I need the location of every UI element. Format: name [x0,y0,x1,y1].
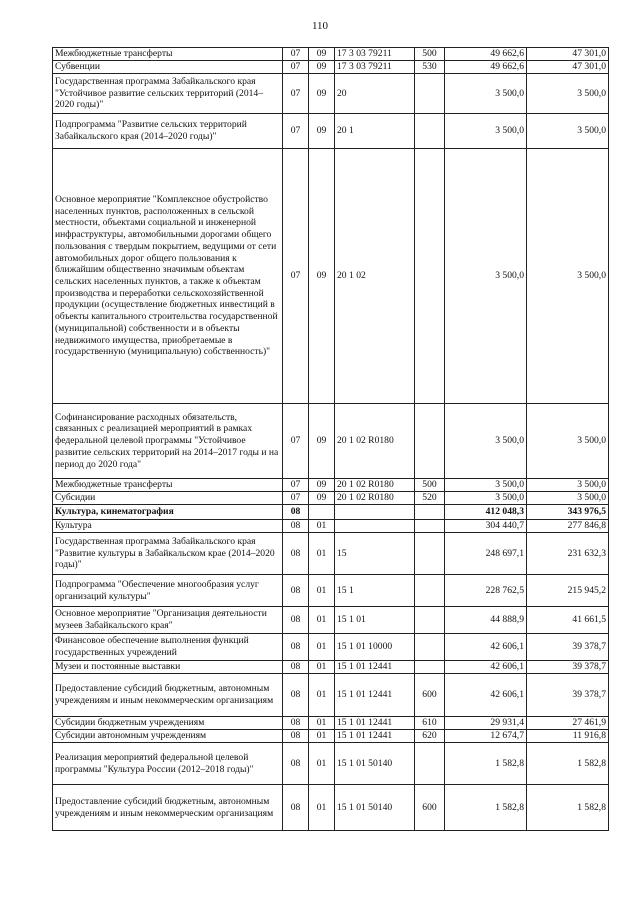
table-row [53,730,609,743]
row-target-article: 15 1 01 50140 [335,743,415,785]
row-name: Финансовое обеспечение выполнения функций государственных учреждений [53,634,283,661]
row-expense-type [415,533,445,575]
row-section: 07 [283,74,309,114]
row-name: Межбюджетные трансферты [53,48,283,61]
row-section: 08 [283,607,309,634]
table-row [53,717,609,730]
row-amount-year2: 277 846,8 [527,520,609,533]
row-expense-type [415,74,445,114]
row-section: 08 [283,634,309,661]
row-amount-year2: 39 378,7 [527,661,609,674]
row-expense-type [415,520,445,533]
row-amount-year2: 3 500,0 [527,479,609,492]
row-subsection: 01 [309,730,335,743]
row-amount-year1: 3 500,0 [445,74,527,114]
row-target-article: 15 1 01 [335,607,415,634]
row-section: 08 [283,505,309,520]
row-section: 07 [283,48,309,61]
row-section: 08 [283,661,309,674]
table-row [53,743,609,785]
row-amount-year1: 44 888,9 [445,607,527,634]
row-amount-year1: 49 662,6 [445,61,527,74]
row-subsection: 01 [309,533,335,575]
row-amount-year2: 343 976,5 [527,505,609,520]
row-target-article: 17 3 03 79211 [335,61,415,74]
row-amount-year1: 3 500,0 [445,114,527,149]
row-name: Государственная программа Забайкальского края "Устойчивое развитие сельских территорий (2014–2020 годы)" [53,74,283,114]
row-name: Предоставление субсидий бюджетным, автономным учреждениям и иным некоммерческим организациям [53,785,283,831]
row-name: Межбюджетные трансферты [53,479,283,492]
table-row [53,479,609,492]
row-amount-year2: 39 378,7 [527,634,609,661]
row-amount-year1: 412 048,3 [445,505,527,520]
table-row [53,505,609,520]
row-target-article: 15 1 01 12441 [335,661,415,674]
row-subsection: 01 [309,785,335,831]
row-target-article: 17 3 03 79211 [335,48,415,61]
table-row [53,61,609,74]
row-name: Культура [53,520,283,533]
row-subsection: 01 [309,520,335,533]
row-expense-type: 520 [415,492,445,505]
row-target-article: 15 1 01 12441 [335,674,415,717]
row-amount-year2: 47 301,0 [527,61,609,74]
table-row [53,575,609,607]
row-amount-year1: 1 582,8 [445,743,527,785]
row-section: 08 [283,674,309,717]
row-amount-year2: 3 500,0 [527,492,609,505]
row-target-article: 15 1 01 50140 [335,785,415,831]
row-expense-type [415,661,445,674]
row-section: 07 [283,492,309,505]
row-subsection: 09 [309,114,335,149]
table-row [53,661,609,674]
row-section: 08 [283,575,309,607]
table-row [53,634,609,661]
row-target-article: 20 1 [335,114,415,149]
row-target-article: 15 [335,533,415,575]
table-row [53,404,609,479]
row-subsection: 09 [309,74,335,114]
table-row [53,785,609,831]
row-expense-type: 600 [415,674,445,717]
row-section: 07 [283,479,309,492]
row-amount-year2: 3 500,0 [527,114,609,149]
row-name: Софинансирование расходных обязательств, связанных с реализацией мероприятий в рамках федеральной целевой программы "Устойчивое развитие сельских территорий на 2014–2017 годы и на период до 2020 года" [53,404,283,479]
row-subsection: 01 [309,575,335,607]
row-amount-year2: 41 661,5 [527,607,609,634]
row-subsection: 01 [309,743,335,785]
row-target-article: 20 [335,74,415,114]
row-expense-type [415,149,445,404]
row-expense-type: 500 [415,479,445,492]
row-expense-type: 620 [415,730,445,743]
row-amount-year2: 11 916,8 [527,730,609,743]
row-amount-year1: 3 500,0 [445,149,527,404]
row-amount-year1: 248 697,1 [445,533,527,575]
row-name: Реализация мероприятий федеральной целевой программы "Культура России (2012–2018 годы)" [53,743,283,785]
table-row [53,149,609,404]
row-expense-type [415,505,445,520]
row-subsection: 01 [309,674,335,717]
row-subsection: 09 [309,149,335,404]
row-name: Субвенции [53,61,283,74]
row-expense-type [415,404,445,479]
table-row [53,607,609,634]
table-row [53,48,609,61]
row-target-article: 15 1 01 12441 [335,730,415,743]
budget-table [52,47,609,831]
row-target-article: 20 1 02 R0180 [335,479,415,492]
row-expense-type [415,114,445,149]
row-amount-year2: 1 582,8 [527,785,609,831]
row-amount-year1: 42 606,1 [445,661,527,674]
row-amount-year1: 12 674,7 [445,730,527,743]
row-target-article: 15 1 [335,575,415,607]
row-name: Субсидии бюджетным учреждениям [53,717,283,730]
row-name: Подпрограмма "Развитие сельских территорий Забайкальского края (2014–2020 годы)" [53,114,283,149]
row-subsection: 09 [309,404,335,479]
row-expense-type [415,575,445,607]
row-name: Субсидии автономным учреждениям [53,730,283,743]
row-name: Государственная программа Забайкальского края "Развитие культуры в Забайкальском крае (2014–2020 годы)" [53,533,283,575]
row-section: 08 [283,520,309,533]
row-target-article: 15 1 01 10000 [335,634,415,661]
table-row [53,520,609,533]
table-row [53,114,609,149]
row-name: Музеи и постоянные выставки [53,661,283,674]
row-name: Культура, кинематография [53,505,283,520]
row-amount-year2: 27 461,9 [527,717,609,730]
row-section: 08 [283,717,309,730]
row-amount-year2: 3 500,0 [527,74,609,114]
row-section: 08 [283,743,309,785]
row-target-article: 20 1 02 R0180 [335,404,415,479]
row-target-article: 20 1 02 R0180 [335,492,415,505]
row-expense-type: 530 [415,61,445,74]
row-amount-year1: 29 931,4 [445,717,527,730]
page-number: 110 [311,20,329,32]
row-amount-year2: 3 500,0 [527,149,609,404]
row-section: 07 [283,114,309,149]
row-amount-year1: 3 500,0 [445,404,527,479]
table-row [53,533,609,575]
row-subsection: 01 [309,717,335,730]
table-row [53,74,609,114]
row-amount-year1: 3 500,0 [445,492,527,505]
row-subsection: 09 [309,48,335,61]
row-amount-year2: 47 301,0 [527,48,609,61]
row-amount-year2: 231 632,3 [527,533,609,575]
row-amount-year2: 3 500,0 [527,404,609,479]
row-expense-type [415,634,445,661]
row-subsection [309,505,335,520]
row-name: Основное мероприятие "Организация деятельности музеев Забайкальского края" [53,607,283,634]
row-section: 07 [283,61,309,74]
row-section: 08 [283,730,309,743]
row-expense-type: 600 [415,785,445,831]
row-amount-year1: 42 606,1 [445,634,527,661]
row-amount-year1: 3 500,0 [445,479,527,492]
row-expense-type [415,607,445,634]
table-row [53,492,609,505]
row-target-article: 20 1 02 [335,149,415,404]
row-subsection: 09 [309,479,335,492]
row-section: 08 [283,533,309,575]
row-name: Субсидии [53,492,283,505]
table-row [53,674,609,717]
row-section: 07 [283,404,309,479]
row-amount-year1: 49 662,6 [445,48,527,61]
row-amount-year2: 215 945,2 [527,575,609,607]
row-name: Предоставление субсидий бюджетным, автономным учреждениям и иным некоммерческим организациям [53,674,283,717]
row-amount-year2: 39 378,7 [527,674,609,717]
row-name: Подпрограмма "Обеспечение многообразия услуг организаций культуры" [53,575,283,607]
row-subsection: 01 [309,661,335,674]
row-subsection: 01 [309,607,335,634]
row-target-article [335,520,415,533]
row-amount-year1: 228 762,5 [445,575,527,607]
row-amount-year1: 1 582,8 [445,785,527,831]
row-expense-type [415,743,445,785]
row-amount-year1: 304 440,7 [445,520,527,533]
row-name: Основное мероприятие "Комплексное обустройство населенных пунктов, расположенных в сельской местности, объектами социальной и инженерной инфраструктуры, автомобильными дорогами общего пользования с твердым покрытием, ведущими от сети автомобильных дорог общего пользования к ближайшим общественно значимым объектам сельских населенных пунктов, а также к объектам производства и переработки сельскохозяйственной продукции (осуществление бюджетных инвестиций в объекты капитального строительства государственной (муниципальной) собственности и в объекты недвижимого имущества, приобретаемые в государственную (муниципальную) собственность)" [53,149,283,404]
row-target-article: 15 1 01 12441 [335,717,415,730]
row-subsection: 09 [309,492,335,505]
row-subsection: 01 [309,634,335,661]
row-section: 08 [283,785,309,831]
row-amount-year2: 1 582,8 [527,743,609,785]
row-subsection: 09 [309,61,335,74]
row-section: 07 [283,149,309,404]
row-expense-type: 500 [415,48,445,61]
row-expense-type: 610 [415,717,445,730]
row-amount-year1: 42 606,1 [445,674,527,717]
row-target-article [335,505,415,520]
